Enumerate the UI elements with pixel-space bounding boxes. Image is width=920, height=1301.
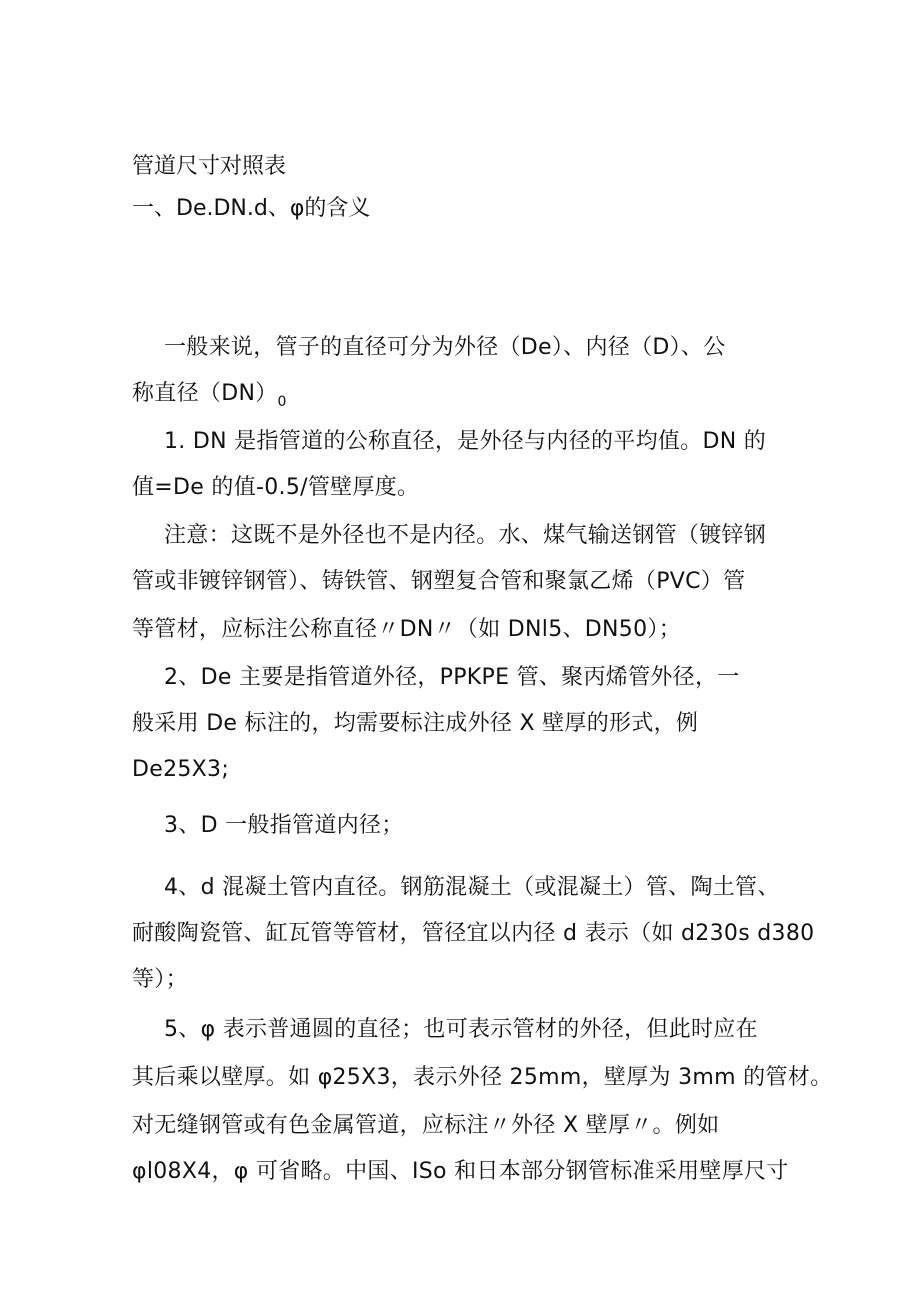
text-line: De25X3; — [132, 757, 230, 782]
document-title: 管道尺寸对照表 — [132, 154, 287, 179]
text-line: 称直径$(DN)_0$ — [132, 381, 287, 410]
text-line: 1. DN 是指管道的公称直径，是外径与内径的平均值。DN 的 — [164, 429, 767, 454]
text-line: 2、De 主要是指管道外径，PPKPE 管、聚丙烯管外径，一 — [164, 665, 740, 690]
text-line: 3、D 一般指管道内径； — [164, 813, 404, 838]
text-line: 注意：这既不是外径也不是内径。水、煤气输送钢管（镀锌钢 — [164, 523, 767, 548]
text-line: 般采用 De 标注的，均需要标注成外径 X 壁厚的形式，例 — [132, 711, 699, 736]
text-line: φl08X4，φ 可省略。中国、ISo 和日本部分钢管标准采用壁厚尺寸 — [132, 1159, 789, 1184]
text-line: 耐酸陶瓷管、缸瓦管等管材，管径宜以内径 d 表示（如 d230s d380 — [132, 921, 815, 946]
text-line: 5、φ 表示普通圆的直径；也可表示管材的外径，但此时应在 — [164, 1017, 758, 1042]
text-line: 值=De 的值-0.5/管壁厚度。 — [132, 475, 420, 500]
text-line: 4、d 混凝土管内直径。钢筋混凝土（或混凝土）管、陶土管、 — [164, 875, 780, 900]
text-line: 管或非镀锌钢管）、铸铁管、钢塑复合管和聚氯乙烯（PVC）管 — [132, 569, 746, 594]
section-heading: 一、De.DN.d、φ的含义 — [132, 196, 371, 221]
text-line: 其后乘以壁厚。如 φ25X3，表示外径 25mm，壁厚为 3mm 的管材。 — [132, 1065, 833, 1090]
stray-subscript: 0 — [277, 394, 287, 410]
text-line: 等）； — [132, 967, 188, 992]
text-line: 一般来说，管子的直径可分为外径（De）、内径（D）、公 — [164, 335, 726, 360]
text-line: 等管材，应标注公称直径〃DN〃（如 DNl5、DN50）； — [132, 617, 681, 642]
text-line: 对无缝钢管或有色金属管道，应标注〃外径 X 壁厚〃。例如 — [132, 1113, 720, 1138]
